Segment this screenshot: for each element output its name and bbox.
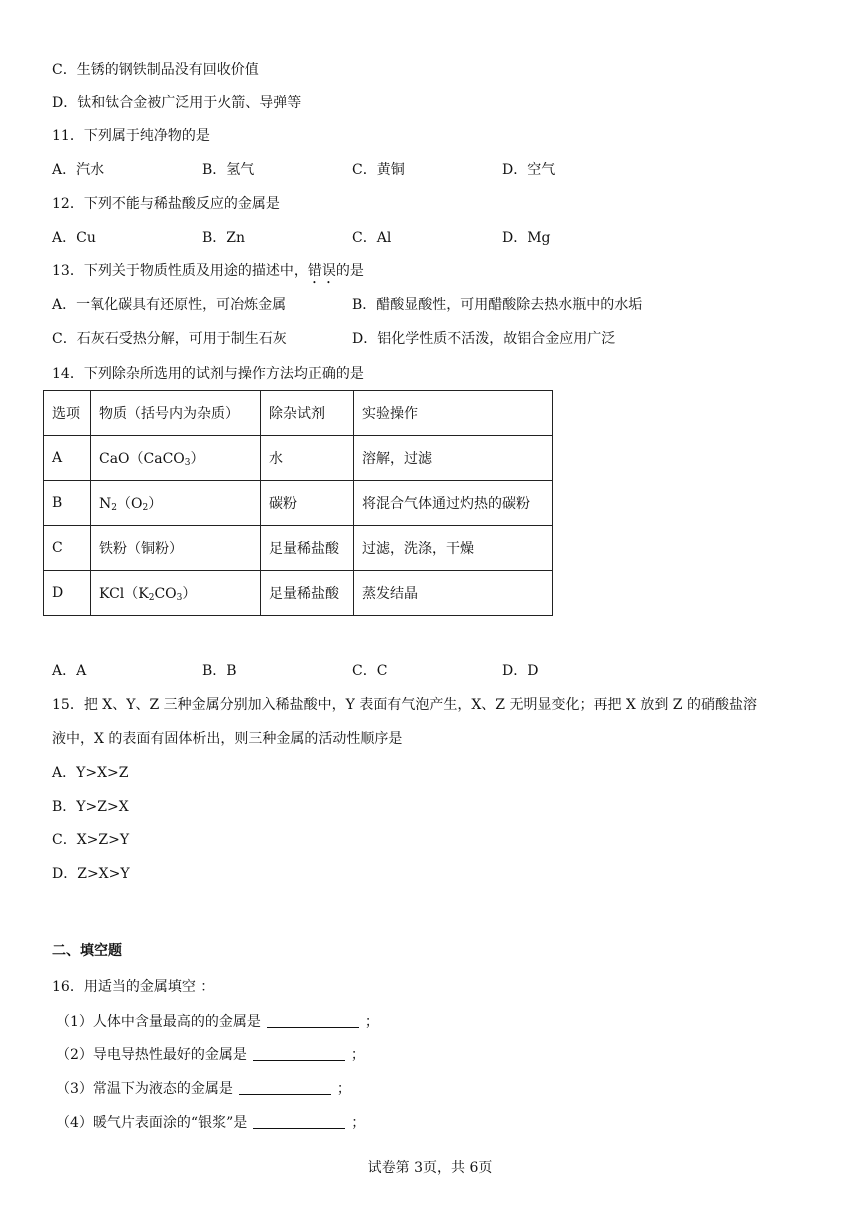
q14-stem: 14．下列除杂所选用的试剂与操作方法均正确的是 — [52, 366, 364, 382]
q13-stem-before: 13．下列关于物质性质及用途的描述中， — [52, 263, 308, 279]
answer-blank[interactable] — [253, 1114, 345, 1129]
q14-row-reagent: 碳粉 — [261, 481, 354, 526]
answer-blank[interactable] — [239, 1080, 331, 1095]
q13-option-b: B．醋酸显酸性，可用醋酸除去热水瓶中的水垢 — [352, 297, 643, 313]
q15-stem-line1: 15．把 X、Y、Z 三种金属分别加入稀盐酸中，Y 表面有气泡产生，X、Z 无明显变化；再把 X 放到 Z 的硝酸盐溶 — [52, 697, 757, 713]
q13-option-a: A．一氧化碳具有还原性，可冶炼金属 — [52, 297, 287, 313]
page-footer: 试卷第 3页，共 6页 — [367, 1160, 493, 1176]
q16-item-label: （2）导电导热性最好的金属是 — [56, 1047, 247, 1063]
q11-stem: 11．下列属于纯净物的是 — [52, 128, 210, 144]
q13-stem-emphasis: 错误 — [307, 263, 336, 279]
q14-row-substance: $N_2(O_2)$ — [91, 481, 261, 526]
table-row — [44, 436, 553, 481]
q14-row-option: C — [44, 526, 91, 571]
q12-option-b: B．Zn — [202, 230, 246, 246]
q10-option-c: C．生锈的钢铁制品没有回收价值 — [52, 62, 259, 78]
q14-header-operation: 实验操作 — [354, 391, 553, 436]
q16-item-4 — [56, 1113, 365, 1133]
q15-option-d: D．Z>X>Y — [52, 866, 130, 882]
q16-item-suffix: ； — [364, 1014, 379, 1030]
q16-item-label: （4）暖气片表面涂的“银浆”是 — [56, 1115, 248, 1131]
q12-option-a: A．Cu — [52, 230, 96, 246]
q16-item-1 — [56, 1012, 379, 1032]
q16-item-suffix: ； — [336, 1081, 351, 1097]
q15-option-b: B．Y>Z>X — [52, 799, 129, 815]
q14-row-substance: 铁粉（铜粉） — [91, 526, 261, 571]
q14-option-d: D．D — [502, 663, 539, 679]
q16-item-label: （3）常温下为液态的金属是 — [56, 1081, 233, 1097]
q13-option-d: D．铝化学性质不活泼，故铝合金应用广泛 — [352, 331, 616, 347]
q14-option-a: A．A — [52, 663, 87, 679]
q12-option-d: D．Mg — [502, 230, 551, 246]
q14-row-reagent: 足量稀盐酸 — [261, 571, 354, 616]
q13-option-c: C．石灰石受热分解，可用于制生石灰 — [52, 331, 287, 347]
q14-row-option: B — [44, 481, 91, 526]
q15-option-a: A．Y>X>Z — [52, 765, 129, 781]
q14-row-substance: CaO（CaCO$_3$） — [91, 436, 261, 481]
q16-item-suffix: ； — [351, 1115, 366, 1131]
q14-row-operation: 过滤，洗涤，干燥 — [354, 526, 553, 571]
q11-option-c: C．黄铜 — [352, 162, 405, 178]
q12-stem: 12．下列不能与稀盐酸反应的金属是 — [52, 196, 280, 212]
q14-option-b: B．B — [202, 663, 237, 679]
q14-table-header — [44, 391, 553, 436]
q16-stem: 16．用适当的金属填空 ： — [52, 979, 215, 995]
q14-row-option: D — [44, 571, 91, 616]
q14-table — [43, 390, 553, 616]
q11-option-d: D．空气 — [502, 162, 556, 178]
q15-option-c: C．X>Z>Y — [52, 832, 130, 848]
q14-row-option: A — [44, 436, 91, 481]
table-row — [44, 481, 553, 526]
table-row — [44, 571, 553, 616]
q14-header-substance: 物质（括号内为杂质） — [91, 391, 261, 436]
q16-item-label: （1）人体中含量最高的的金属是 — [56, 1014, 261, 1030]
q11-option-b: B．氢气 — [202, 162, 255, 178]
q13-stem-after: 的是 — [335, 263, 364, 279]
q16-item-2 — [56, 1045, 365, 1065]
q10-option-d: D．钛和钛合金被广泛用于火箭、导弹等 — [52, 95, 302, 111]
q14-header-option: 选项 — [44, 391, 91, 436]
table-row — [44, 526, 553, 571]
q12-option-c: C．Al — [352, 230, 392, 246]
q14-header-reagent: 除杂试剂 — [261, 391, 354, 436]
section-title: 二、填空题 — [52, 943, 122, 959]
q14-row-operation: 溶解，过滤 — [354, 436, 553, 481]
q14-option-c: C．C — [352, 663, 388, 679]
q14-row-substance: $KCl(K_2CO_3)$ — [91, 571, 261, 616]
q16-item-suffix: ； — [350, 1047, 365, 1063]
q16-item-3 — [56, 1079, 351, 1099]
q11-option-a: A．汽水 — [52, 162, 105, 178]
answer-blank[interactable] — [253, 1046, 345, 1061]
q14-row-reagent: 水 — [261, 436, 354, 481]
answer-blank[interactable] — [267, 1013, 359, 1028]
q14-row-operation: 蒸发结晶 — [354, 571, 553, 616]
q13-stem — [52, 261, 364, 287]
q14-row-reagent: 足量稀盐酸 — [261, 526, 354, 571]
q14-row-operation: 将混合气体通过灼热的碳粉 — [354, 481, 553, 526]
q15-stem-line2: 液中，X 的表面有固体析出，则三种金属的活动性顺序是 — [52, 731, 403, 747]
